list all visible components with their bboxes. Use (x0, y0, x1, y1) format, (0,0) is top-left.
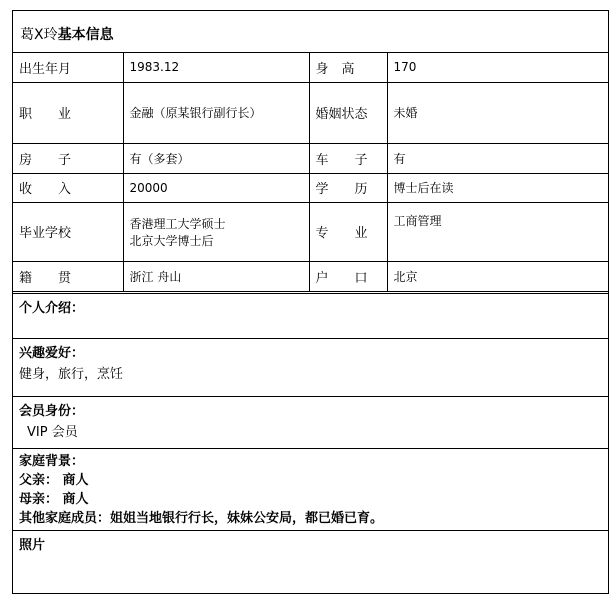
hometown-label: 籍 贯 (13, 261, 123, 291)
major-label: 专 业 (309, 202, 387, 261)
table-row (13, 53, 608, 82)
member-section (13, 396, 608, 448)
height-label: 身 高 (309, 53, 387, 82)
house-value: 有（多套） (123, 143, 309, 173)
birth-label: 出生年月 (13, 53, 123, 82)
table-row (13, 261, 608, 291)
hometown-value: 浙江 舟山 (123, 261, 309, 291)
title-suffix: 基本信息 (57, 27, 114, 43)
family-section (13, 448, 608, 530)
height-value: 170 (387, 53, 608, 82)
table-row (13, 143, 608, 173)
school-value-line-2: 北京大学博士后 (129, 233, 214, 248)
house-label: 房 子 (13, 143, 123, 173)
birth-value: 1983.12 (123, 53, 309, 82)
major-value: 工商管理 (387, 202, 608, 261)
school-label: 毕业学校 (13, 202, 123, 261)
photo-label: 照片 (19, 538, 46, 553)
school-value-line-1: 香港理工大学硕士 (129, 216, 226, 231)
father-text: 父亲： 商人 (19, 473, 89, 488)
title-row (13, 11, 608, 53)
job-label: 职 业 (13, 82, 123, 143)
intro-label: 个人介绍： (19, 301, 85, 316)
table-row (13, 202, 608, 261)
hobby-text: 健身，旅行，烹饪 (19, 367, 124, 382)
job-value: 金融（原某银行副行长） (123, 82, 309, 143)
car-label: 车 子 (309, 143, 387, 173)
page-title (20, 24, 114, 44)
marital-label: 婚姻状态 (309, 82, 387, 143)
marital-value: 未婚 (387, 82, 608, 143)
car-value: 有 (387, 143, 608, 173)
photo-section (13, 530, 608, 593)
hobby-label: 兴趣爱好： (19, 346, 85, 361)
hobby-section (13, 338, 608, 396)
income-value: 20000 (123, 173, 309, 202)
hukou-label: 户 口 (309, 261, 387, 291)
info-table (13, 53, 608, 292)
education-label: 学 历 (309, 173, 387, 202)
mother-text: 母亲： 商人 (19, 492, 89, 507)
member-text: VIP 会员 (27, 425, 78, 440)
title-name: 葛X玲 (20, 27, 58, 43)
education-value: 博士后在读 (387, 173, 608, 202)
hukou-value: 北京 (387, 261, 608, 291)
income-label: 收 入 (13, 173, 123, 202)
family-label: 家庭背景： (19, 454, 85, 469)
table-row (13, 82, 608, 143)
table-row (13, 173, 608, 202)
profile-sheet (12, 10, 609, 594)
school-value (123, 202, 309, 261)
others-text: 其他家庭成员：姐姐当地银行行长，妹妹公安局，都已婚已育。 (19, 511, 384, 526)
member-label: 会员身份： (19, 404, 85, 419)
intro-section (13, 293, 608, 338)
